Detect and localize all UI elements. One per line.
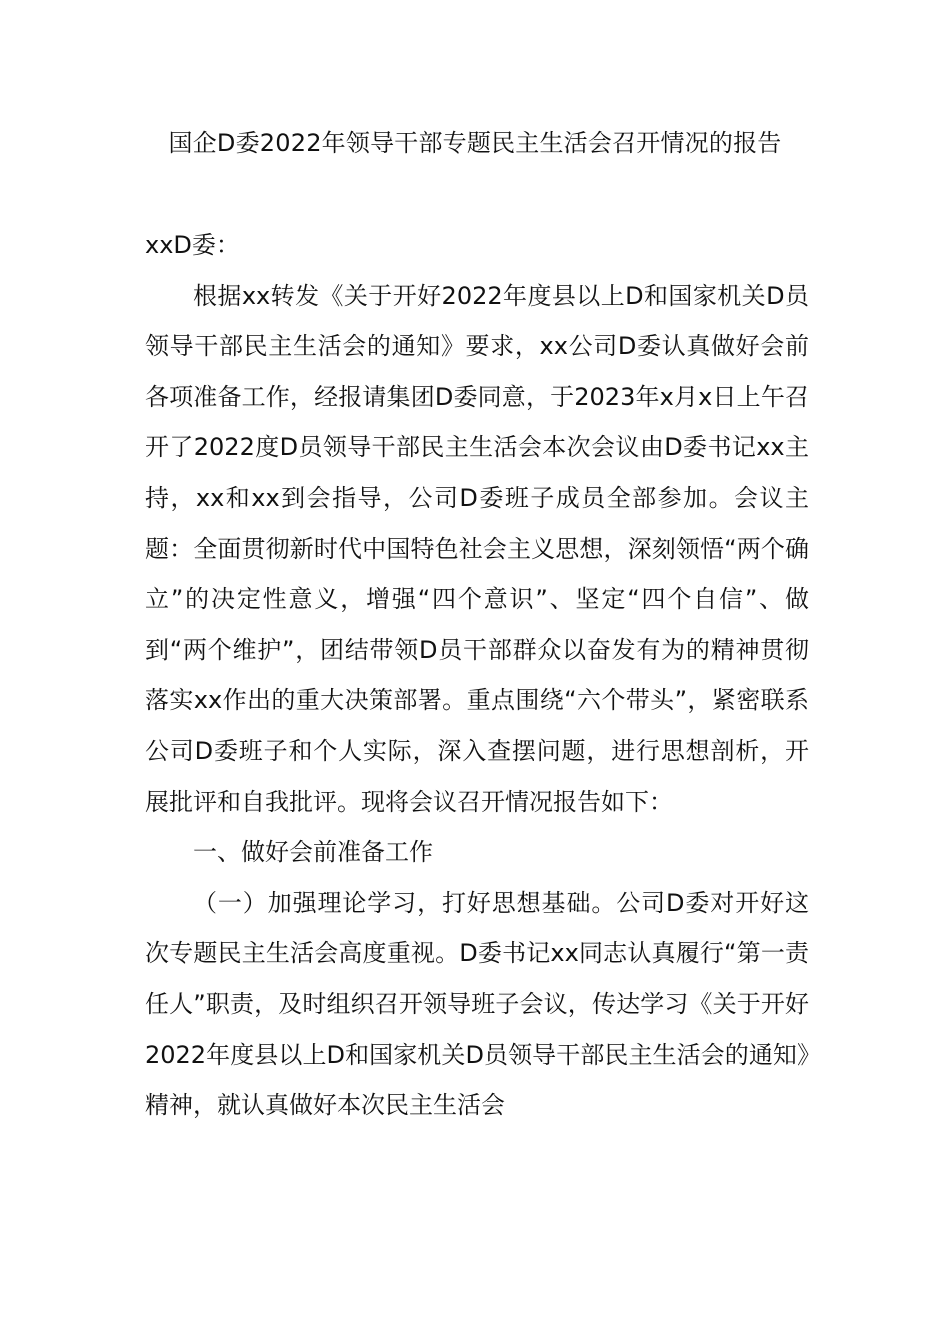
document-body	[145, 220, 809, 1131]
salutation: xxD委：	[145, 231, 240, 259]
section-heading: 一、做好会前准备工作	[193, 838, 433, 867]
subsection-paragraph: （一）加强理论学习，打好思想基础。公司D委对开好这次专题民主生活会高度重视。D委书记xx同志认真履行“第一责任人”职责，及时组织召开领导班子会议，传达学习《关于开好2022年度县以上D和国家机关D员领导干部民主生活会的通知》精神，就认真做好本次民主生活会	[145, 888, 809, 1120]
intro-paragraph: 根据xx转发《关于开好2022年度县以上D和国家机关D员领导干部民主生活会的通知》要求，xx公司D委认真做好会前各项准备工作，经报请集团D委同意，于2023年x月x日上午召开了2022度D员领导干部民主生活会本次会议由D委书记xx主持，xx和xx到会指导，公司D委班子成员全部参加。会议主题：全面贯彻新时代中国特色社会主义思想，深刻领悟“两个确立”的决定性意义，增强“四个意识”、坚定“四个自信”、做到“两个维护”，团结带领D员干部群众以奋发有为的精神贯彻落实xx作出的重大决策部署。重点围绕“六个带头”，紧密联系公司D委班子和个人实际，深入查摆问题，进行思想剖析，开展批评和自我批评。现将会议召开情况报告如下：	[145, 281, 809, 816]
document-title: 国企D委2022年领导干部专题民主生活会召开情况的报告	[168, 129, 782, 157]
